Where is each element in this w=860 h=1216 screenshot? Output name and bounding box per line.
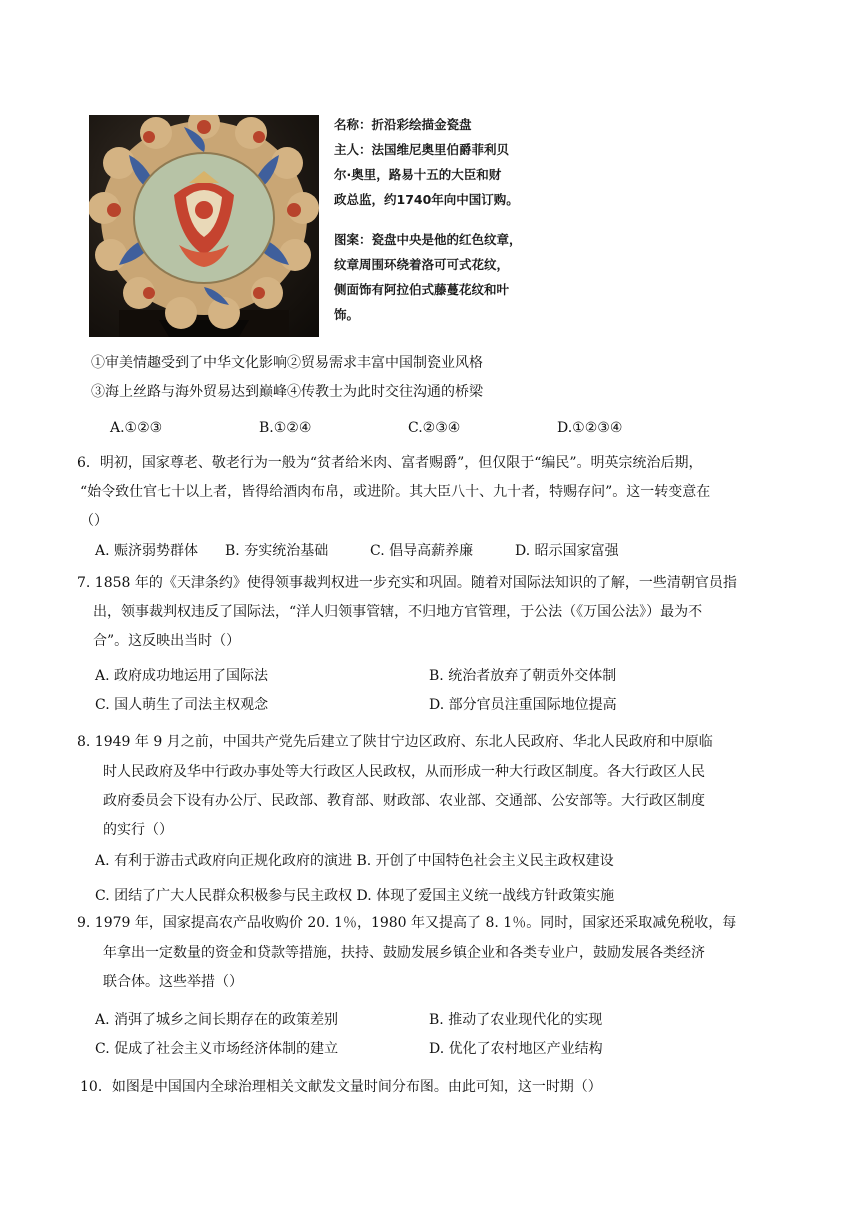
q9-stem-line: 年拿出一定数量的资金和贷款等措施，扶持、鼓励发展乡镇企业和各类专业户，鼓励发展各类经济 [103, 945, 705, 961]
q9-option-a[interactable]: A. 消弭了城乡之间长期存在的政策差别 [95, 1012, 339, 1028]
q9-option-d[interactable]: D. 优化了农村地区产业结构 [429, 1041, 603, 1057]
q8-stem-line: 的实行（） [103, 822, 173, 838]
q7-option-d[interactable]: D. 部分官员注重国际地位提高 [429, 697, 617, 713]
q5-option-a[interactable]: A.①②③ [110, 420, 163, 436]
caption-line: 饰。 [334, 307, 360, 322]
q7-option-b[interactable]: B. 统治者放弃了朝贡外交体制 [429, 668, 617, 684]
q10-stem-line: 10．如图是中国国内全球治理相关文献发文量时间分布图。由此可知，这一时期（） [80, 1079, 602, 1095]
q8-stem-line: 政府委员会下设有办公厅、民政部、教育部、财政部、农业部、交通部、公安部等。大行政区制度 [103, 793, 705, 809]
q9-option-b[interactable]: B. 推动了农业现代化的实现 [429, 1012, 603, 1028]
q7-stem-line: 出，领事裁判权违反了国际法，“洋人归领事管辖，不归地方官管理，于公法（《万国公法》）最为不 [93, 604, 703, 620]
q5-option-c[interactable]: C.②③④ [408, 420, 461, 436]
q7-stem-line: 7. 1858 年的《天津条约》使得领事裁判权进一步充实和巩固。随着对国际法知识的了解，一些清朝官员指 [77, 575, 737, 591]
caption-line: 名称：折沿彩绘描金瓷盘 [334, 117, 472, 132]
q5-statement-1: ①审美情趣受到了中华文化影响②贸易需求丰富中国制瓷业风格 [91, 355, 483, 371]
q8-options-ab[interactable]: A. 有利于游击式政府向正规化政府的演进 B. 开创了中国特色社会主义民主政权建设 [95, 853, 614, 869]
q8-stem-line: 8. 1949 年 9 月之前，中国共产党先后建立了陕甘宁边区政府、东北人民政府、华北人民政府和中原临 [77, 734, 713, 750]
q9-option-c[interactable]: C. 促成了社会主义市场经济体制的建立 [95, 1041, 339, 1057]
q7-stem-line: 合”。这反映出当时（） [93, 633, 241, 649]
q6-option-a[interactable]: A. 赈济弱势群体 [95, 543, 199, 559]
plate-illustration [89, 115, 319, 337]
caption-line: 尔·奥里，路易十五的大臣和财 [334, 167, 502, 182]
caption-line: 图案：瓷盘中央是他的红色纹章， [334, 232, 522, 247]
figure-caption [334, 112, 522, 327]
q6-option-d[interactable]: D. 昭示国家富强 [515, 543, 619, 559]
q5-option-d[interactable]: D.①②③④ [557, 420, 623, 436]
caption-line: 政总监，约1740年向中国订购。 [334, 192, 519, 207]
q9-stem-line: 9. 1979 年，国家提高农产品收购价 20. 1％，1980 年又提高了 8. 1％。同时，国家还采取减免税收，每 [77, 915, 737, 931]
q8-stem-line: 时人民政府及华中行政办事处等大行政区人民政权，从而形成一种大行政区制度。各大行政区人民 [103, 764, 705, 780]
caption-spacer [334, 212, 522, 227]
q7-option-c[interactable]: C. 国人萌生了司法主权观念 [95, 697, 269, 713]
caption-line: 侧面饰有阿拉伯式藤蔓花纹和叶 [334, 282, 510, 297]
q6-stem-line: 6．明初，国家尊老、敬老行为一般为“贫者给米肉、富者赐爵”，但仅限于“编民”。明英宗统治后期， [77, 455, 703, 471]
q9-stem-line: 联合体。这些举措（） [103, 974, 243, 990]
caption-line: 主人：法国维尼奥里伯爵菲利贝 [334, 142, 510, 157]
q6-stem-line: （） [80, 513, 108, 529]
q6-option-b[interactable]: B. 夯实统治基础 [225, 543, 329, 559]
q6-option-c[interactable]: C. 倡导高薪养廉 [370, 543, 474, 559]
porcelain-plate-image [89, 115, 319, 337]
q5-option-b[interactable]: B.①②④ [259, 420, 312, 436]
q7-option-a[interactable]: A. 政府成功地运用了国际法 [95, 668, 269, 684]
q5-statement-2: ③海上丝路与海外贸易达到巅峰④传教士为此时交往沟通的桥梁 [91, 384, 483, 400]
q6-stem-line: “始令致仕官七十以上者，皆得给酒肉布帛，或进阶。其大臣八十、九十者，特赐存问”。这一转变意在 [80, 484, 711, 500]
q8-options-cd[interactable]: C. 团结了广大人民群众积极参与民主政权 D. 体现了爱国主义统一战线方针政策实施 [95, 888, 615, 904]
caption-line: 纹章周围环绕着洛可可式花纹， [334, 257, 510, 272]
